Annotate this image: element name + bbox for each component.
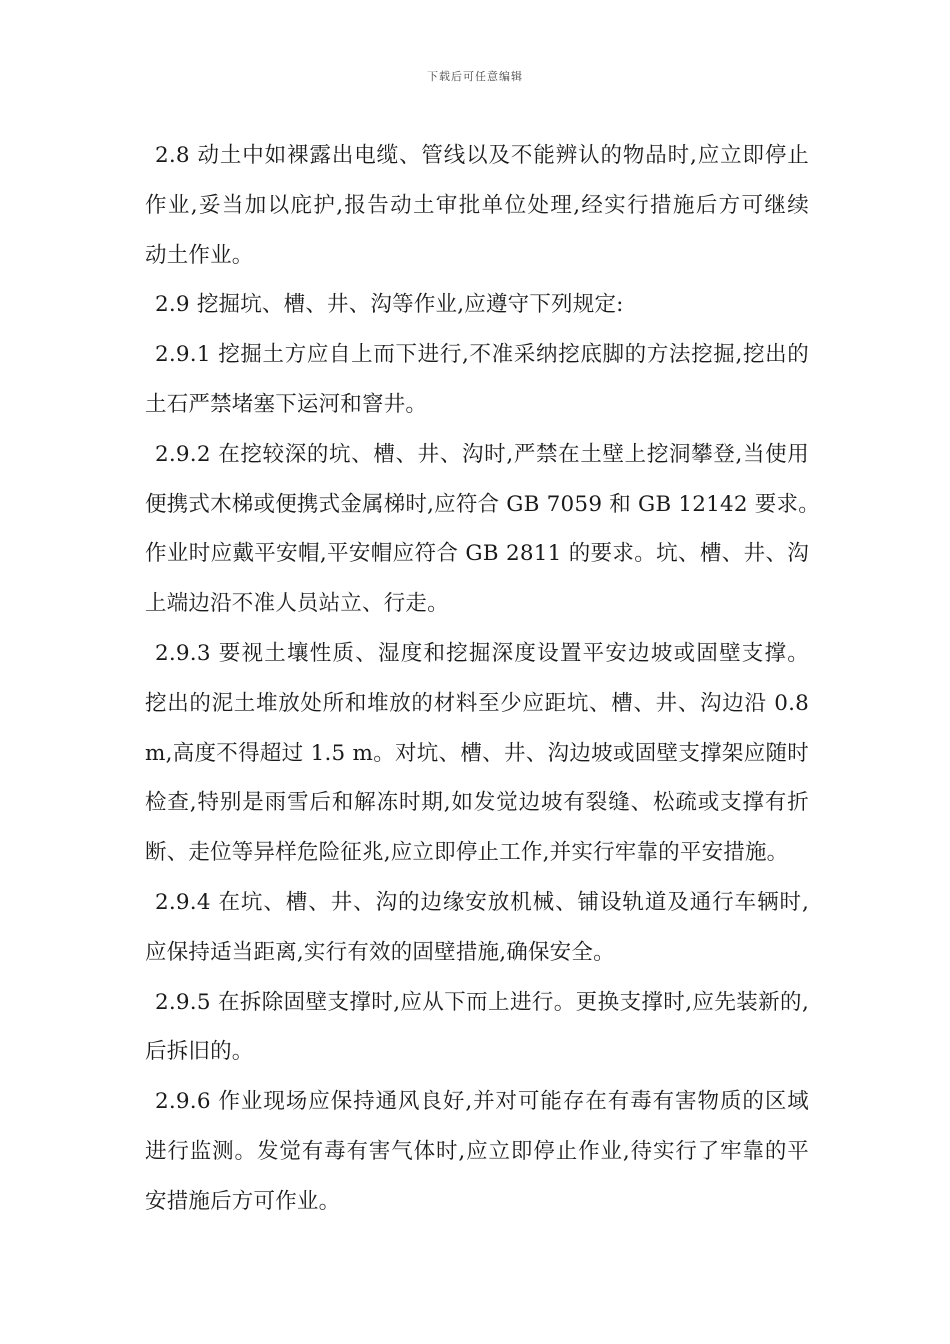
text-line: m,高度不得超过 1.5 m。对坑、槽、井、沟边坡或固壁支撑架应随时 xyxy=(145,740,809,766)
text-line: 作业,妥当加以庇护,报告动土审批单位处理,经实行措施后方可继续 xyxy=(145,192,809,218)
text-line: 断、走位等异样危险征兆,应立即停止工作,并实行牢靠的平安措施。 xyxy=(145,840,789,866)
page-header: 下载后可任意编辑 xyxy=(427,70,523,83)
text-line: 土石严禁堵塞下运河和窨井。 xyxy=(145,391,428,417)
text-line: 便携式木梯或便携式金属梯时,应符合 GB 7059 和 GB 12142 要求。 xyxy=(145,491,820,517)
text-line: 2.9.3 要视土壤性质、湿度和挖掘深度设置平安边坡或固壁支撑。 xyxy=(155,640,809,666)
text-line: 检查,特别是雨雪后和解冻时期,如发觉边坡有裂缝、松疏或支撑有折 xyxy=(145,790,809,816)
document-body xyxy=(145,131,820,1227)
text-line: 挖出的泥土堆放处所和堆放的材料至少应距坑、槽、井、沟边沿 0.8 xyxy=(145,690,809,716)
text-line: 2.9.6 作业现场应保持通风良好,并对可能存在有毒有害物质的区域 xyxy=(155,1089,809,1115)
text-line: 2.9.4 在坑、槽、井、沟的边缘安放机械、铺设轨道及通行车辆时, xyxy=(155,889,809,915)
text-line: 应保持适当距离,实行有效的固壁措施,确保安全。 xyxy=(145,939,615,965)
text-line: 上端边沿不准人员站立、行走。 xyxy=(145,591,449,617)
text-line: 2.9.2 在挖较深的坑、槽、井、沟时,严禁在土壁上挖洞攀登,当使用 xyxy=(155,441,809,467)
text-line: 2.9 挖掘坑、槽、井、沟等作业,应遵守下列规定: xyxy=(155,292,624,318)
text-line: 后拆旧的。 xyxy=(145,1039,254,1065)
text-line: 2.8 动土中如裸露出电缆、管线以及不能辨认的物品时,应立即停止 xyxy=(155,143,809,168)
text-line: 2.9.1 挖掘土方应自上而下进行,不准采纳挖底脚的方法挖掘,挖出的 xyxy=(155,342,809,368)
text-line: 进行监测。发觉有毒有害气体时,应立即停止作业,待实行了牢靠的平 xyxy=(145,1138,809,1164)
text-line: 动土作业。 xyxy=(145,242,254,268)
text-line: 2.9.5 在拆除固壁支撑时,应从下而上进行。更换支撑时,应先装新的, xyxy=(155,989,809,1015)
text-line: 安措施后方可作业。 xyxy=(145,1188,341,1214)
text-line: 作业时应戴平安帽,平安帽应符合 GB 2811 的要求。坑、槽、井、沟 xyxy=(145,541,809,567)
